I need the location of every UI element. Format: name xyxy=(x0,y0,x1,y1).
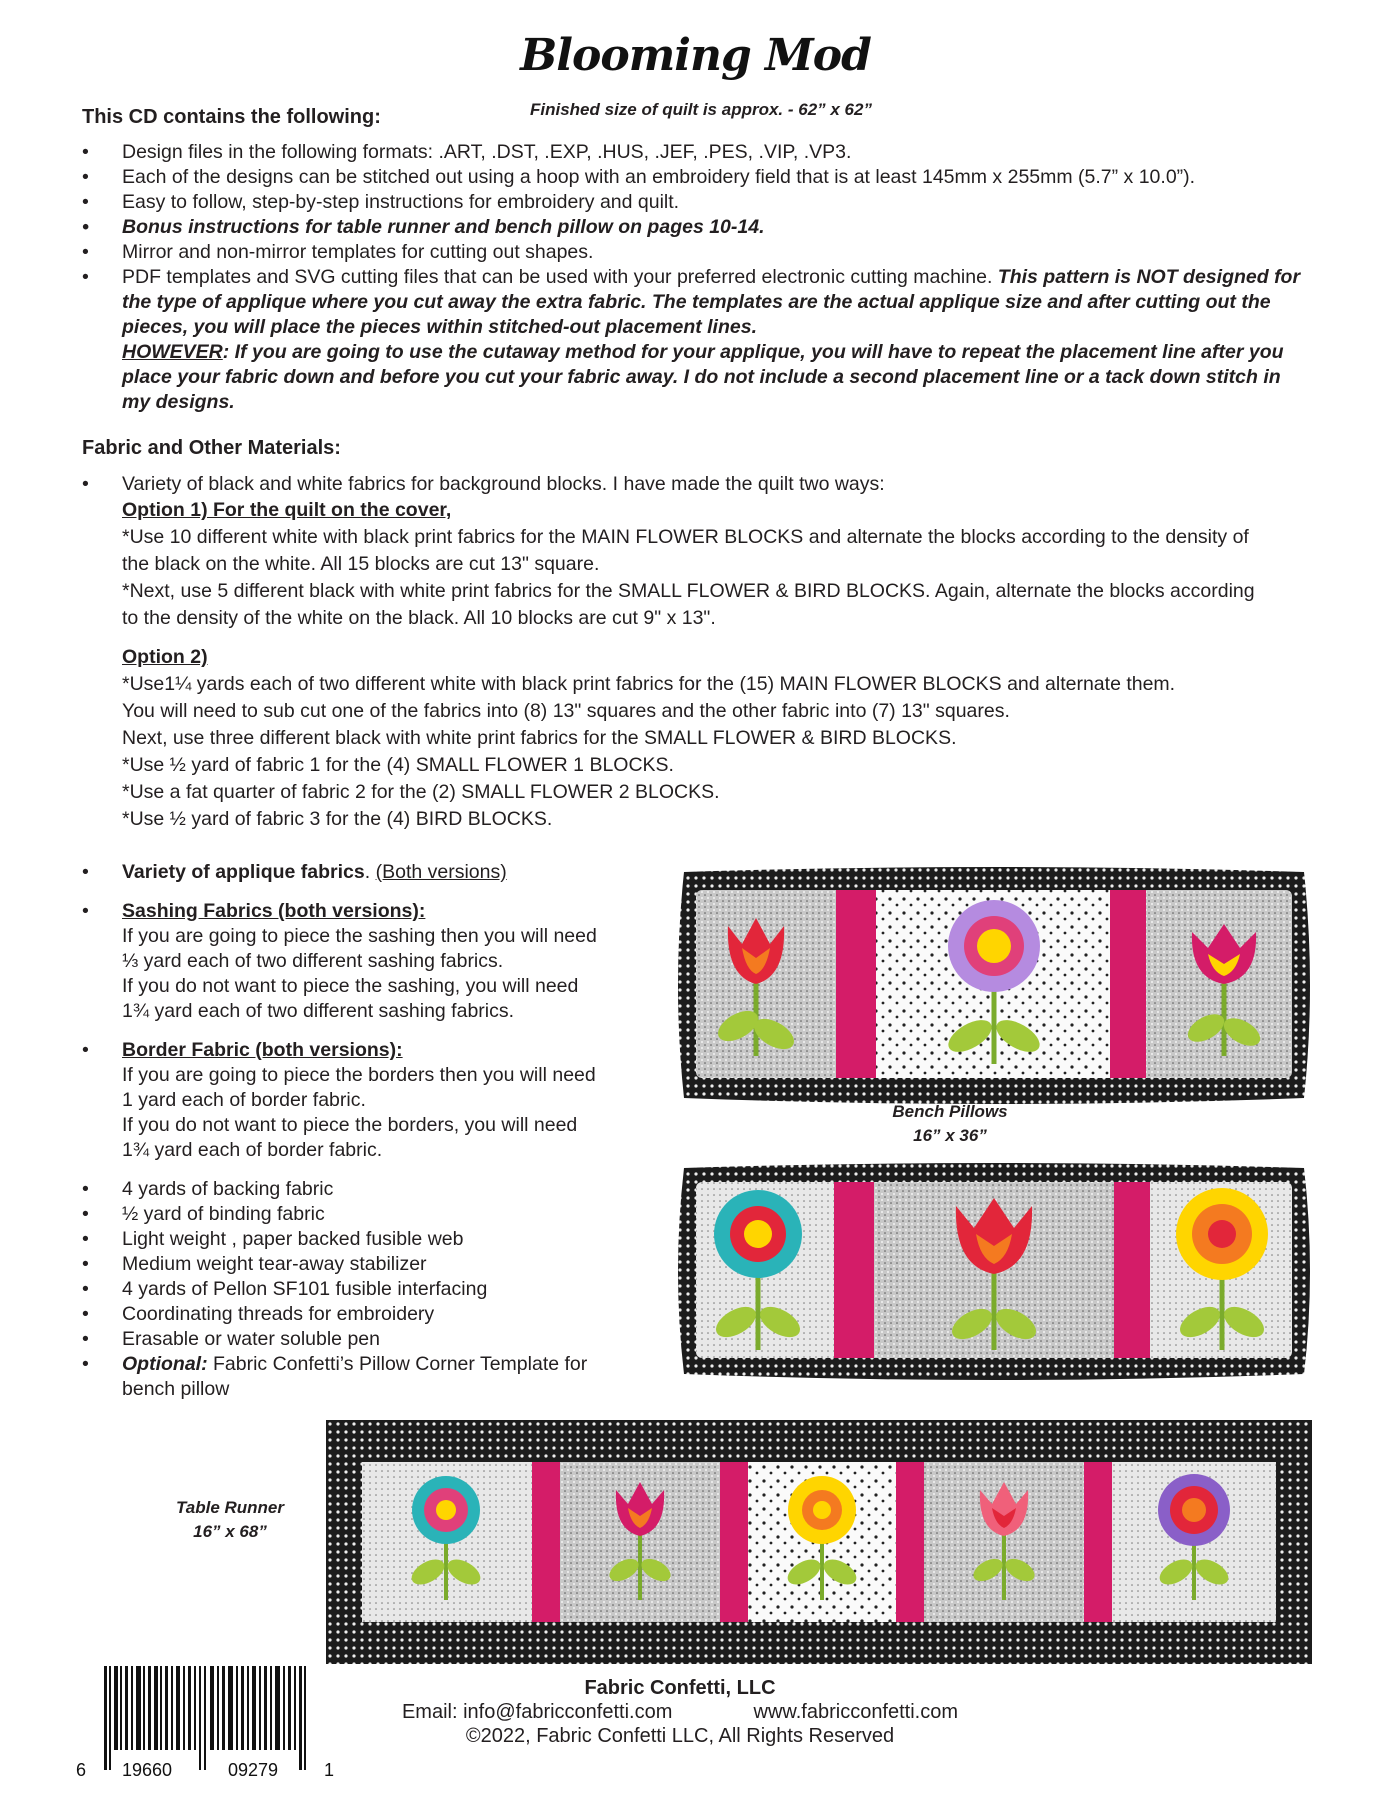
bench-pillow-photo-1 xyxy=(676,866,1312,1106)
border-item xyxy=(82,1038,662,1163)
sashing-item xyxy=(82,899,662,1024)
sashing-line: If you do not want to piece the sashing, you will need xyxy=(122,975,579,997)
optional-label: Optional: xyxy=(122,1353,208,1375)
sashing-line: If you are going to piece the sashing then you will need xyxy=(122,925,597,947)
cd-item-instructions: • Easy to follow, step-by-step instructions for embroidery and quilt. xyxy=(82,190,1312,215)
option2-line: *Use1¼ yards each of two different white with black print fabrics for the (15) MAIN FLOWER BLOCKS and alternate them. xyxy=(122,673,1176,695)
option2-line: *Use a fat quarter of fabric 2 for the (2) SMALL FLOWER 2 BLOCKS. xyxy=(122,781,720,803)
option2-line: *Use ½ yard of fabric 1 for the (4) SMALL FLOWER 1 BLOCKS. xyxy=(122,754,674,776)
footer-website[interactable]: www.fabricconfetti.com xyxy=(753,1701,959,1723)
bench-caption-title: Bench Pillows xyxy=(892,1102,1008,1121)
background-section xyxy=(82,472,1262,833)
cd-item-pdf xyxy=(82,265,1312,415)
cd-heading: This CD contains the following: xyxy=(82,106,381,128)
applique-item xyxy=(82,860,662,885)
table-runner-photo xyxy=(326,1420,1312,1664)
applique-suffix: . xyxy=(364,861,371,883)
sashing-title: • Sashing Fabrics (both versions): xyxy=(122,900,426,922)
barcode-group: 09279 xyxy=(228,1760,279,1780)
cd-item-formats: • Design files in the following formats: .ART, .DST, .EXP, .HUS, .JEF, .PES, .VIP, .VP3. xyxy=(82,140,1312,165)
barcode-digit: 6 xyxy=(76,1760,87,1780)
runner-caption-title: Table Runner xyxy=(176,1498,284,1517)
supply-item: • Coordinating threads for embroidery xyxy=(82,1302,662,1327)
bench-caption-size: 16” x 36” xyxy=(913,1126,987,1145)
border-line: If you are going to piece the borders then you will need xyxy=(122,1064,596,1086)
materials-heading: Fabric and Other Materials: xyxy=(82,437,341,459)
sashing-line: ⅓ yard each of two different sashing fabrics. xyxy=(122,950,504,972)
supply-item-optional xyxy=(82,1352,642,1402)
option2-line: You will need to sub cut one of the fabrics into (8) 13" squares and the other fabric into (7) 13" squares. xyxy=(122,700,1010,722)
option1-title: Option 1) For the quilt on the cover, xyxy=(122,499,452,521)
footer-email[interactable]: Email: info@fabricconfetti.com xyxy=(401,1701,673,1723)
barcode-digit: 1 xyxy=(324,1760,335,1780)
pdf-bold-text: This pattern is NOT designed for the type of applique where you cut away the extra fabric. The templates are the actual applique size and after cutting out the pieces, you will place the pieces within stitched-out placement lines. xyxy=(122,266,1301,338)
option2-line: *Use ½ yard of fabric 3 for the (4) BIRD BLOCKS. xyxy=(122,808,553,830)
border-line: If you do not want to piece the borders, you will need xyxy=(122,1114,578,1136)
footer-copyright: ©2022, Fabric Confetti LLC, All Rights Reserved xyxy=(465,1725,895,1747)
option2-title: Option 2) xyxy=(122,646,208,668)
page-title: Blooming Mod xyxy=(520,30,871,81)
supply-item: • 4 yards of Pellon SF101 fusible interfacing xyxy=(82,1277,662,1302)
runner-caption-size: 16” x 68” xyxy=(193,1522,267,1541)
footer-contact xyxy=(380,1700,980,1724)
option2-line: Next, use three different black with white print fabrics for the SMALL FLOWER & BIRD BLOCKS. xyxy=(122,727,957,749)
pdf-plain-text: PDF templates and SVG cutting files that can be used with your preferred electronic cutting machine. xyxy=(122,266,998,288)
supply-item: • Erasable or water soluble pen xyxy=(82,1327,662,1352)
background-intro: • Variety of black and white fabrics for background blocks. I have made the quilt two ways: xyxy=(82,472,1262,497)
however-text: : If you are going to use the cutaway method for your applique, you will have to repeat the placement line after you place your fabric down and before you cut your fabric away. I do not include a second placement line or a tack down stitch in my designs. xyxy=(122,341,1284,413)
supply-item: • Medium weight tear-away stabilizer xyxy=(82,1252,662,1277)
applique-label: Variety of applique fabrics xyxy=(122,861,365,883)
runner-caption xyxy=(150,1496,310,1544)
sashing-line: 1¾ yard each of two different sashing fabrics. xyxy=(122,1000,515,1022)
bench-pillow-photo-2 xyxy=(676,1162,1312,1382)
optional-text: Fabric Confetti’s Pillow Corner Template for bench pillow xyxy=(122,1353,588,1400)
bench-caption xyxy=(860,1100,1040,1148)
applique-note: (Both versions) xyxy=(375,861,507,883)
barcode xyxy=(70,1666,360,1784)
supply-item: • 4 yards of backing fabric xyxy=(82,1177,662,1202)
cd-contents xyxy=(82,140,1312,415)
cd-item-bonus: • Bonus instructions for table runner and bench pillow on pages 10-14. xyxy=(82,215,1312,240)
footer-company: Fabric Confetti, LLC xyxy=(584,1677,776,1699)
footer xyxy=(380,1676,980,1748)
cd-item-hoop: • Each of the designs can be stitched out using a hoop with an embroidery field that is at least 145mm x 255mm (5.7” x 10.0”). xyxy=(82,165,1312,190)
border-title: • Border Fabric (both versions): xyxy=(122,1039,403,1061)
supply-item: • Light weight , paper backed fusible web xyxy=(82,1227,662,1252)
barcode-group: 19660 xyxy=(122,1760,173,1780)
finished-size: Finished size of quilt is approx. - 62” x 62” xyxy=(530,100,872,119)
cd-item-mirror: • Mirror and non-mirror templates for cutting out shapes. xyxy=(82,240,1312,265)
border-line: 1¾ yard each of border fabric. xyxy=(122,1139,383,1161)
border-line: 1 yard each of border fabric. xyxy=(122,1089,366,1111)
option1-line2: *Next, use 5 different black with white print fabrics for the SMALL FLOWER & BIRD BLOCKS. Again, alternate the blocks according to the density of the white on the black. All 10 blocks are cut 9" x 13". xyxy=(122,580,1255,629)
supply-item: • ½ yard of binding fabric xyxy=(82,1202,662,1227)
option1-line1: *Use 10 different white with black print fabrics for the MAIN FLOWER BLOCKS and alternate the blocks according to the density of the black on the white. All 15 blocks are cut 13" square. xyxy=(122,526,1249,575)
however-label: HOWEVER xyxy=(122,341,223,363)
left-column xyxy=(82,860,662,1402)
